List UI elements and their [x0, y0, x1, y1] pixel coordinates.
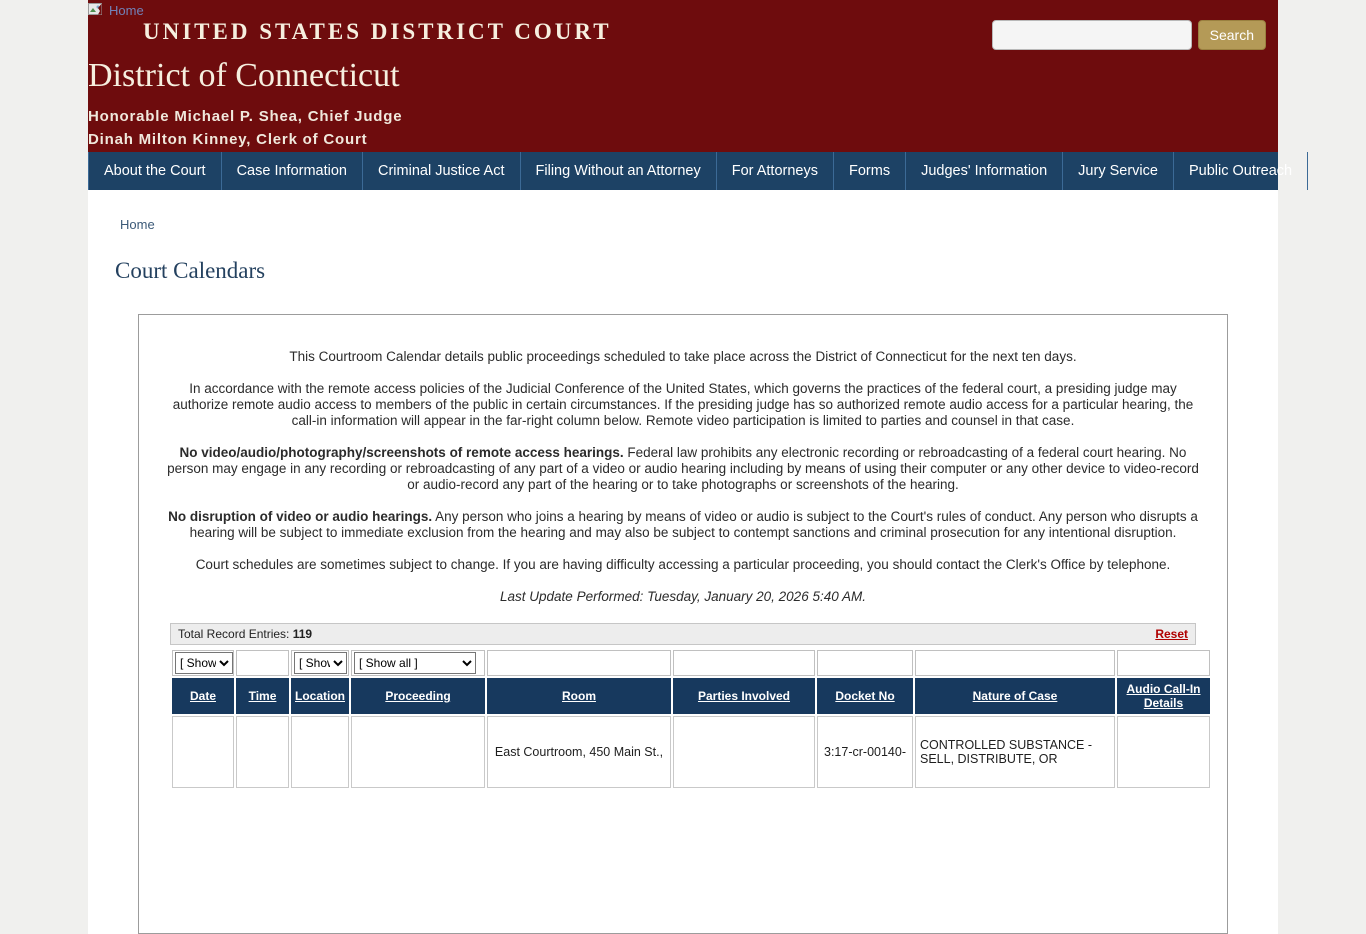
nav-item-jury-service[interactable]: Jury Service: [1063, 152, 1174, 190]
proceeding-filter-cell: [351, 650, 485, 676]
site-header: [88, 0, 1278, 152]
no-recording-bold: No video/audio/photography/screenshots of remote access hearings.: [179, 445, 624, 460]
no-disruption-bold: No disruption of video or audio hearings.: [168, 509, 433, 524]
cell-docket: 3:17-cr-00140-: [817, 716, 913, 788]
time-filter-cell: [236, 650, 289, 676]
nav-item-about-the-court[interactable]: About the Court: [88, 152, 222, 190]
cell-audio: [1117, 716, 1210, 788]
col-header-nature: [915, 678, 1115, 714]
sort-parties-link[interactable]: Parties Involved: [697, 689, 791, 703]
table-row: [172, 716, 1210, 788]
cell-date: [172, 716, 234, 788]
nav-item-for-attorneys[interactable]: For Attorneys: [717, 152, 834, 190]
col-header-room: [487, 678, 671, 714]
sort-docket-link[interactable]: Docket No: [835, 689, 895, 703]
docket-filter-cell: [817, 650, 913, 676]
cell-parties: [673, 716, 815, 788]
calendar-table-wrap: [170, 623, 1201, 790]
sort-audio-link[interactable]: Audio Call-In Details: [1126, 682, 1201, 710]
breadcrumb: [120, 217, 1278, 232]
col-header-audio: [1117, 678, 1210, 714]
home-image-link[interactable]: [88, 3, 144, 18]
nav-item-public-outreach[interactable]: Public Outreach: [1174, 152, 1308, 190]
audio-filter-cell: [1117, 650, 1210, 676]
page-column: [88, 0, 1293, 934]
location-filter-cell: [291, 650, 349, 676]
chief-judge-line: Honorable Michael P. Shea, Chief Judge: [88, 108, 403, 125]
sort-room-link[interactable]: Room: [562, 689, 596, 703]
page-title: Court Calendars: [115, 258, 266, 283]
nav-item-forms[interactable]: Forms: [834, 152, 906, 190]
cell-location: [291, 716, 349, 788]
sort-time-link[interactable]: Time: [248, 689, 277, 703]
col-header-docket: [817, 678, 913, 714]
col-header-proceeding: [351, 678, 485, 714]
col-header-date: [172, 678, 234, 714]
sort-date-link[interactable]: Date: [189, 689, 216, 703]
total-record-entries: Total Record Entries: 119: [178, 627, 313, 641]
proceeding-filter-select[interactable]: [354, 652, 476, 674]
total-record-count: 119: [292, 627, 313, 641]
last-update-line: Last Update Performed: Tuesday, January 20, 2026 5:40 AM.: [500, 589, 866, 604]
district-title: District of Connecticut: [88, 57, 400, 94]
col-header-parties: [673, 678, 815, 714]
nav-item-judges-information[interactable]: Judges' Information: [906, 152, 1063, 190]
col-header-time: [236, 678, 289, 714]
intro-paragraph-5: Court schedules are sometimes subject to change. If you are having difficulty accessing a particular proceeding, you should contact the Clerk's Office by telephone.: [195, 557, 1171, 572]
no-recording-text: Federal law prohibits any electronic recording or rebroadcasting of a federal court hearing. No person may engage in any recording or rebroadcasting of any part of a video or audio hearing including by means of using their computer or any other device to video-record or audio-record any part of the hearing or to take photographs or screenshots of the hearing.: [167, 445, 1199, 492]
date-filter-cell: [172, 650, 234, 676]
court-calendar-table: [170, 648, 1212, 790]
date-filter-select[interactable]: [175, 652, 233, 674]
intro-paragraph-4: [163, 509, 1203, 541]
cell-room: East Courtroom, 450 Main St.,: [487, 716, 671, 788]
search-input[interactable]: [992, 20, 1192, 50]
nav-item-criminal-justice-act[interactable]: Criminal Justice Act: [363, 152, 521, 190]
cell-time: [236, 716, 289, 788]
search-area: [992, 20, 1266, 50]
nav-item-case-information[interactable]: Case Information: [222, 152, 363, 190]
home-link-label: Home: [109, 3, 144, 18]
reset-link[interactable]: Reset: [1155, 627, 1188, 641]
clerk-line: Dinah Milton Kinney, Clerk of Court: [88, 131, 368, 148]
sort-location-link[interactable]: Location: [295, 689, 345, 703]
sort-proceeding-link[interactable]: Proceeding: [385, 689, 451, 703]
table-info-bar: [170, 623, 1196, 645]
broken-image-icon: [88, 3, 106, 18]
court-officers: [88, 105, 1278, 151]
nav-item-filing-without-attorney[interactable]: Filing Without an Attorney: [521, 152, 717, 190]
breadcrumb-home-link[interactable]: Home: [120, 217, 155, 232]
table-header-row: [172, 678, 1210, 714]
intro-paragraph-2: In accordance with the remote access policies of the Judicial Conference of the United States, which governs the practices of the federal court, a presiding judge may authorize remote audio access to members of the public in certain circumstances. If the presiding judge has so authorized remote audio access for a particular hearing, the call-in information will appear in the far-right column below. Remote video participation is limited to parties and counsel in that case.: [172, 381, 1194, 428]
main-nav: [88, 152, 1293, 190]
cell-nature: CONTROLLED SUBSTANCE - SELL, DISTRIBUTE, OR: [915, 716, 1115, 788]
no-disruption-text: Any person who joins a hearing by means of video or audio is subject to the Court's rules of conduct. Any person who disrupts a hearing will be subject to immediate exclusion from the hearing and may also be subject to contempt sanctions and criminal prosecution for any intentional disruption.: [189, 509, 1198, 540]
court-title: UNITED STATES DISTRICT COURT: [143, 19, 612, 44]
filter-row: [172, 650, 1210, 676]
col-header-location: [291, 678, 349, 714]
location-filter-select[interactable]: [294, 652, 347, 674]
calendar-content-box: [138, 314, 1228, 934]
sort-nature-link[interactable]: Nature of Case: [972, 689, 1058, 703]
main-content: [88, 190, 1278, 934]
search-button[interactable]: Search: [1198, 20, 1266, 50]
intro-paragraph-3: [163, 445, 1203, 493]
parties-filter-cell: [673, 650, 815, 676]
room-filter-cell: [487, 650, 671, 676]
intro-paragraph-1: This Courtroom Calendar details public proceedings scheduled to take place across the District of Connecticut for the next ten days.: [289, 349, 1077, 364]
nature-filter-cell: [915, 650, 1115, 676]
cell-proceeding: [351, 716, 485, 788]
